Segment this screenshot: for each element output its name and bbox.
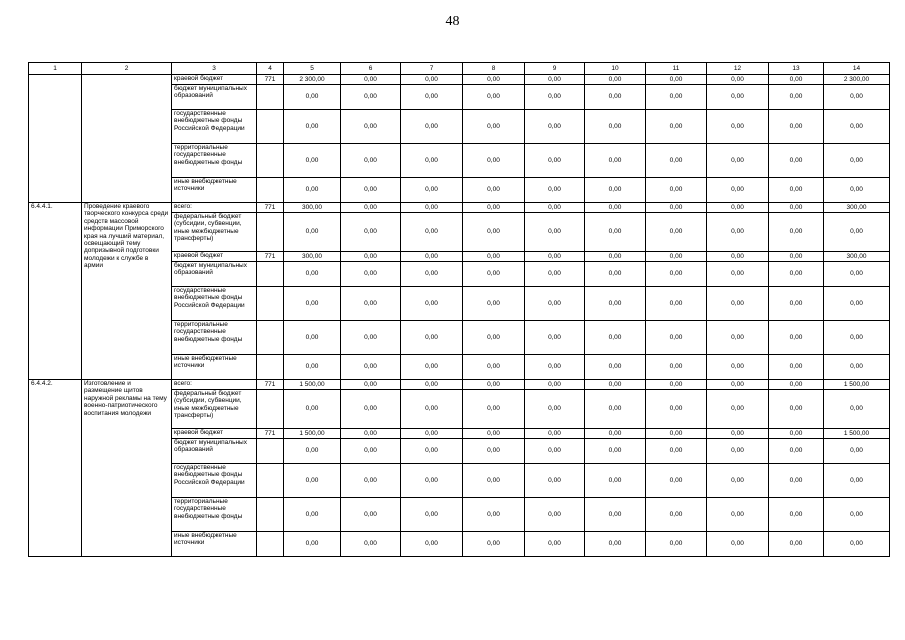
- kbk-code: [257, 110, 284, 144]
- amount-cell: 0,00: [585, 144, 646, 178]
- funding-source: федеральный бюджет (субсидии, субвенции, иные межбюджетные трансферты): [172, 213, 257, 252]
- kbk-code: [257, 498, 284, 532]
- amount-cell: 0,00: [646, 75, 707, 85]
- amount-cell: 0,00: [463, 85, 525, 110]
- amount-cell: 0,00: [525, 110, 585, 144]
- amount-cell: 0,00: [341, 532, 401, 557]
- amount-cell: 0,00: [646, 380, 707, 390]
- funding-source: государственные внебюджетные фонды Российской Федерации: [172, 287, 257, 321]
- amount-cell: 0,00: [525, 287, 585, 321]
- amount-cell: 0,00: [769, 144, 824, 178]
- amount-cell: 0,00: [707, 144, 769, 178]
- amount-cell: 0,00: [769, 498, 824, 532]
- funding-source: государственные внебюджетные фонды Российской Федерации: [172, 110, 257, 144]
- amount-cell: 300,00: [824, 252, 890, 262]
- amount-cell: 0,00: [824, 390, 890, 429]
- funding-source: бюджет муниципальных образований: [172, 85, 257, 110]
- amount-cell: 0,00: [769, 203, 824, 213]
- funding-source: краевой бюджет: [172, 252, 257, 262]
- kbk-code: [257, 464, 284, 498]
- amount-cell: 0,00: [525, 144, 585, 178]
- amount-cell: 0,00: [824, 355, 890, 380]
- table-body: [29, 75, 890, 557]
- amount-cell: 0,00: [646, 464, 707, 498]
- header-cell: 9: [525, 63, 585, 75]
- kbk-code: [257, 390, 284, 429]
- amount-cell: 0,00: [284, 439, 341, 464]
- amount-cell: 0,00: [525, 532, 585, 557]
- header-cell: 3: [172, 63, 257, 75]
- amount-cell: 0,00: [769, 429, 824, 439]
- amount-cell: 0,00: [401, 498, 463, 532]
- amount-cell: 0,00: [401, 110, 463, 144]
- funding-source: всего:: [172, 203, 257, 213]
- amount-cell: 0,00: [401, 262, 463, 287]
- amount-cell: 0,00: [585, 321, 646, 355]
- amount-cell: 0,00: [284, 144, 341, 178]
- kbk-code: 771: [257, 203, 284, 213]
- amount-cell: 300,00: [284, 252, 341, 262]
- funding-source: иные внебюджетные источники: [172, 178, 257, 203]
- amount-cell: 0,00: [284, 85, 341, 110]
- amount-cell: 0,00: [646, 85, 707, 110]
- header-cell: 13: [769, 63, 824, 75]
- amount-cell: 0,00: [707, 439, 769, 464]
- amount-cell: 0,00: [463, 75, 525, 85]
- table-row: [29, 75, 890, 85]
- amount-cell: 0,00: [463, 252, 525, 262]
- kbk-code: [257, 355, 284, 380]
- funding-source: краевой бюджет: [172, 429, 257, 439]
- amount-cell: 0,00: [769, 439, 824, 464]
- amount-cell: 0,00: [769, 464, 824, 498]
- kbk-code: [257, 85, 284, 110]
- amount-cell: 0,00: [707, 321, 769, 355]
- header-cell: 6: [341, 63, 401, 75]
- amount-cell: 0,00: [585, 390, 646, 429]
- amount-cell: 0,00: [525, 85, 585, 110]
- amount-cell: 0,00: [707, 464, 769, 498]
- amount-cell: 0,00: [341, 144, 401, 178]
- amount-cell: 0,00: [463, 532, 525, 557]
- amount-cell: 0,00: [585, 464, 646, 498]
- measure-code: [29, 75, 82, 203]
- amount-cell: 0,00: [824, 144, 890, 178]
- amount-cell: 0,00: [646, 321, 707, 355]
- amount-cell: 0,00: [585, 75, 646, 85]
- amount-cell: 0,00: [401, 355, 463, 380]
- kbk-code: 771: [257, 252, 284, 262]
- amount-cell: 0,00: [585, 439, 646, 464]
- amount-cell: 0,00: [646, 178, 707, 203]
- amount-cell: 0,00: [585, 380, 646, 390]
- amount-cell: 300,00: [824, 203, 890, 213]
- amount-cell: 0,00: [525, 213, 585, 252]
- amount-cell: 0,00: [769, 380, 824, 390]
- budget-table: [28, 62, 890, 557]
- amount-cell: 0,00: [341, 110, 401, 144]
- amount-cell: 0,00: [707, 380, 769, 390]
- amount-cell: 0,00: [463, 262, 525, 287]
- kbk-code: 771: [257, 429, 284, 439]
- amount-cell: 0,00: [525, 321, 585, 355]
- funding-source: иные внебюджетные источники: [172, 355, 257, 380]
- amount-cell: 0,00: [463, 203, 525, 213]
- amount-cell: 0,00: [341, 498, 401, 532]
- amount-cell: 0,00: [525, 262, 585, 287]
- amount-cell: 0,00: [646, 355, 707, 380]
- amount-cell: 0,00: [525, 178, 585, 203]
- amount-cell: 0,00: [341, 429, 401, 439]
- amount-cell: 0,00: [707, 532, 769, 557]
- amount-cell: 0,00: [824, 287, 890, 321]
- amount-cell: 0,00: [585, 203, 646, 213]
- amount-cell: 0,00: [525, 75, 585, 85]
- amount-cell: 0,00: [585, 178, 646, 203]
- amount-cell: 0,00: [525, 464, 585, 498]
- kbk-code: [257, 178, 284, 203]
- amount-cell: 0,00: [463, 321, 525, 355]
- amount-cell: 0,00: [284, 321, 341, 355]
- amount-cell: 0,00: [284, 213, 341, 252]
- header-row: [29, 63, 890, 75]
- kbk-code: [257, 262, 284, 287]
- amount-cell: 0,00: [463, 498, 525, 532]
- amount-cell: 0,00: [401, 75, 463, 85]
- amount-cell: 0,00: [284, 178, 341, 203]
- amount-cell: 0,00: [769, 355, 824, 380]
- amount-cell: 0,00: [525, 498, 585, 532]
- amount-cell: 0,00: [646, 213, 707, 252]
- amount-cell: 1 500,00: [284, 380, 341, 390]
- amount-cell: 0,00: [284, 390, 341, 429]
- amount-cell: 0,00: [525, 390, 585, 429]
- amount-cell: 0,00: [585, 355, 646, 380]
- amount-cell: 0,00: [401, 203, 463, 213]
- amount-cell: 0,00: [463, 390, 525, 429]
- amount-cell: 0,00: [284, 287, 341, 321]
- amount-cell: 0,00: [769, 85, 824, 110]
- amount-cell: 0,00: [769, 252, 824, 262]
- header-cell: 12: [707, 63, 769, 75]
- amount-cell: 1 500,00: [824, 380, 890, 390]
- amount-cell: 0,00: [646, 110, 707, 144]
- header-cell: 10: [585, 63, 646, 75]
- amount-cell: 0,00: [769, 262, 824, 287]
- amount-cell: 0,00: [824, 178, 890, 203]
- funding-source: иные внебюджетные источники: [172, 532, 257, 557]
- amount-cell: 0,00: [341, 262, 401, 287]
- amount-cell: 0,00: [585, 85, 646, 110]
- header-cell: 7: [401, 63, 463, 75]
- amount-cell: 0,00: [707, 75, 769, 85]
- amount-cell: 0,00: [769, 532, 824, 557]
- amount-cell: 0,00: [341, 213, 401, 252]
- funding-source: бюджет муниципальных образований: [172, 439, 257, 464]
- funding-source: краевой бюджет: [172, 75, 257, 85]
- amount-cell: 0,00: [646, 532, 707, 557]
- amount-cell: 0,00: [525, 203, 585, 213]
- header-cell: 2: [82, 63, 172, 75]
- measure-name: [82, 75, 172, 203]
- measure-name: Изготовление и размещение щитов наружной рекламы на тему военно-патриотического воспитания молодежи: [82, 380, 172, 557]
- amount-cell: 0,00: [646, 262, 707, 287]
- amount-cell: 0,00: [463, 355, 525, 380]
- amount-cell: 0,00: [284, 498, 341, 532]
- amount-cell: 0,00: [707, 85, 769, 110]
- measure-name: Проведение краевого творческого конкурса среди средств массовой информации Приморского края на лучший материал, освещающий тему допризывной подготовки молодежи к службе в армии: [82, 203, 172, 380]
- kbk-code: [257, 287, 284, 321]
- funding-source: территориальные государственные внебюджетные фонды: [172, 144, 257, 178]
- amount-cell: 0,00: [585, 262, 646, 287]
- amount-cell: 0,00: [585, 252, 646, 262]
- funding-source: территориальные государственные внебюджетные фонды: [172, 321, 257, 355]
- amount-cell: 0,00: [401, 390, 463, 429]
- amount-cell: 0,00: [646, 390, 707, 429]
- amount-cell: 0,00: [585, 498, 646, 532]
- amount-cell: 0,00: [769, 390, 824, 429]
- amount-cell: 0,00: [769, 75, 824, 85]
- amount-cell: 0,00: [401, 380, 463, 390]
- amount-cell: 0,00: [341, 464, 401, 498]
- header-cell: 5: [284, 63, 341, 75]
- amount-cell: 0,00: [525, 429, 585, 439]
- header-cell: 4: [257, 63, 284, 75]
- amount-cell: 0,00: [585, 429, 646, 439]
- funding-source: территориальные государственные внебюджетные фонды: [172, 498, 257, 532]
- amount-cell: 0,00: [824, 213, 890, 252]
- amount-cell: 0,00: [341, 75, 401, 85]
- amount-cell: 0,00: [341, 178, 401, 203]
- amount-cell: 0,00: [341, 390, 401, 429]
- amount-cell: 0,00: [646, 203, 707, 213]
- amount-cell: 0,00: [769, 110, 824, 144]
- amount-cell: 0,00: [401, 532, 463, 557]
- amount-cell: 0,00: [769, 213, 824, 252]
- header-cell: 11: [646, 63, 707, 75]
- amount-cell: 1 500,00: [824, 429, 890, 439]
- amount-cell: 0,00: [824, 532, 890, 557]
- amount-cell: 0,00: [769, 287, 824, 321]
- amount-cell: 2 300,00: [284, 75, 341, 85]
- amount-cell: 0,00: [585, 287, 646, 321]
- amount-cell: 0,00: [463, 439, 525, 464]
- amount-cell: 0,00: [707, 203, 769, 213]
- header-cell: 14: [824, 63, 890, 75]
- amount-cell: 0,00: [401, 85, 463, 110]
- amount-cell: 0,00: [401, 178, 463, 203]
- amount-cell: 1 500,00: [284, 429, 341, 439]
- amount-cell: 0,00: [341, 85, 401, 110]
- measure-code: 6.4.4.1.: [29, 203, 82, 380]
- amount-cell: 0,00: [824, 439, 890, 464]
- amount-cell: 0,00: [646, 144, 707, 178]
- amount-cell: 300,00: [284, 203, 341, 213]
- funding-source: бюджет муниципальных образований: [172, 262, 257, 287]
- amount-cell: 0,00: [525, 380, 585, 390]
- amount-cell: 0,00: [824, 464, 890, 498]
- amount-cell: 0,00: [707, 178, 769, 203]
- amount-cell: 0,00: [585, 213, 646, 252]
- amount-cell: 0,00: [707, 262, 769, 287]
- measure-code: 6.4.4.2.: [29, 380, 82, 557]
- amount-cell: 0,00: [463, 144, 525, 178]
- amount-cell: 0,00: [525, 355, 585, 380]
- amount-cell: 0,00: [463, 213, 525, 252]
- amount-cell: 0,00: [769, 178, 824, 203]
- amount-cell: 0,00: [341, 287, 401, 321]
- amount-cell: 0,00: [341, 203, 401, 213]
- amount-cell: 0,00: [341, 252, 401, 262]
- amount-cell: 0,00: [646, 439, 707, 464]
- amount-cell: 0,00: [646, 498, 707, 532]
- amount-cell: 0,00: [707, 390, 769, 429]
- funding-source: государственные внебюджетные фонды Российской Федерации: [172, 464, 257, 498]
- funding-source: всего:: [172, 380, 257, 390]
- header-cell: 8: [463, 63, 525, 75]
- amount-cell: 0,00: [284, 355, 341, 380]
- amount-cell: 0,00: [707, 213, 769, 252]
- kbk-code: [257, 321, 284, 355]
- table-row: [29, 380, 890, 390]
- amount-cell: 0,00: [463, 178, 525, 203]
- amount-cell: 0,00: [401, 213, 463, 252]
- amount-cell: 0,00: [824, 110, 890, 144]
- amount-cell: 0,00: [646, 429, 707, 439]
- amount-cell: 0,00: [463, 110, 525, 144]
- amount-cell: 0,00: [284, 262, 341, 287]
- amount-cell: 0,00: [646, 287, 707, 321]
- amount-cell: 0,00: [284, 464, 341, 498]
- amount-cell: 0,00: [824, 321, 890, 355]
- amount-cell: 0,00: [284, 532, 341, 557]
- amount-cell: 0,00: [341, 380, 401, 390]
- amount-cell: 2 300,00: [824, 75, 890, 85]
- amount-cell: 0,00: [463, 380, 525, 390]
- amount-cell: 0,00: [824, 85, 890, 110]
- amount-cell: 0,00: [401, 321, 463, 355]
- amount-cell: 0,00: [707, 110, 769, 144]
- amount-cell: 0,00: [341, 439, 401, 464]
- amount-cell: 0,00: [401, 439, 463, 464]
- amount-cell: 0,00: [585, 532, 646, 557]
- table-row: [29, 203, 890, 213]
- amount-cell: 0,00: [463, 287, 525, 321]
- amount-cell: 0,00: [401, 252, 463, 262]
- amount-cell: 0,00: [824, 262, 890, 287]
- amount-cell: 0,00: [341, 321, 401, 355]
- kbk-code: 771: [257, 75, 284, 85]
- amount-cell: 0,00: [401, 429, 463, 439]
- amount-cell: 0,00: [707, 287, 769, 321]
- amount-cell: 0,00: [463, 464, 525, 498]
- amount-cell: 0,00: [401, 287, 463, 321]
- amount-cell: 0,00: [401, 144, 463, 178]
- kbk-code: [257, 213, 284, 252]
- amount-cell: 0,00: [525, 252, 585, 262]
- amount-cell: 0,00: [707, 252, 769, 262]
- kbk-code: [257, 532, 284, 557]
- page-number: 48: [445, 14, 460, 29]
- amount-cell: 0,00: [341, 355, 401, 380]
- amount-cell: 0,00: [463, 429, 525, 439]
- amount-cell: 0,00: [707, 429, 769, 439]
- kbk-code: [257, 439, 284, 464]
- amount-cell: 0,00: [585, 110, 646, 144]
- funding-source: федеральный бюджет (субсидии, субвенции, иные межбюджетные трансферты): [172, 390, 257, 429]
- amount-cell: 0,00: [401, 464, 463, 498]
- kbk-code: [257, 144, 284, 178]
- header-cell: 1: [29, 63, 82, 75]
- kbk-code: 771: [257, 380, 284, 390]
- amount-cell: 0,00: [707, 355, 769, 380]
- amount-cell: 0,00: [525, 439, 585, 464]
- amount-cell: 0,00: [769, 321, 824, 355]
- amount-cell: 0,00: [646, 252, 707, 262]
- amount-cell: 0,00: [284, 110, 341, 144]
- amount-cell: 0,00: [707, 498, 769, 532]
- amount-cell: 0,00: [824, 498, 890, 532]
